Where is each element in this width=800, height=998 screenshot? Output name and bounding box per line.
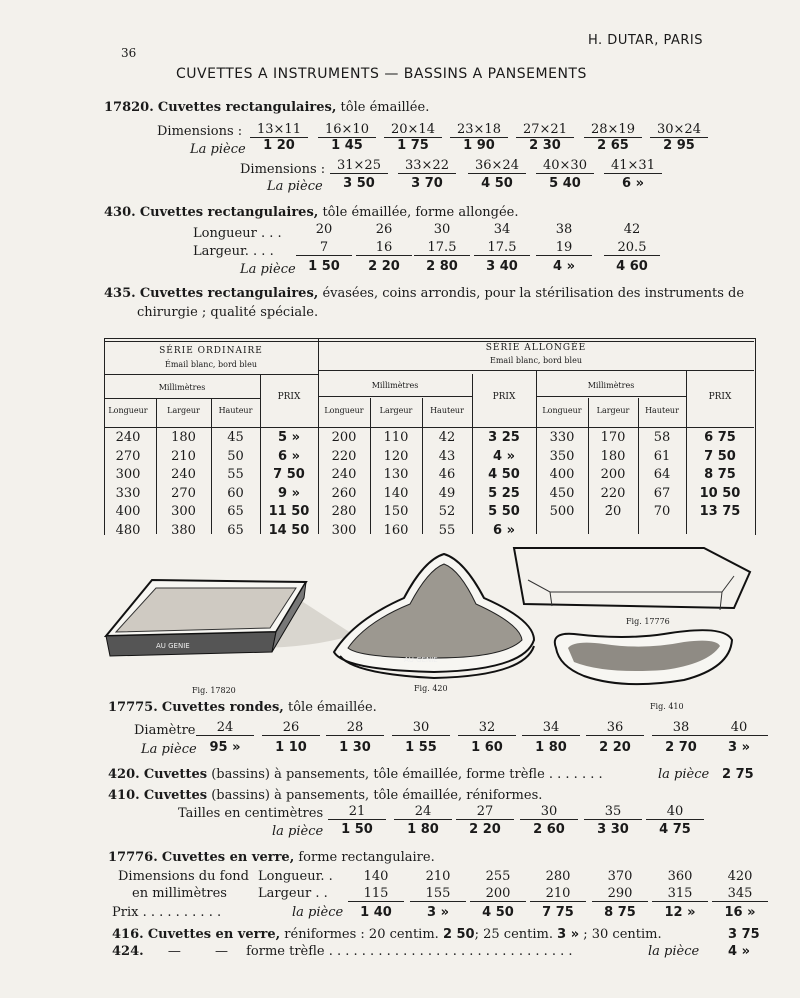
serie-ordinaire-sub: Émail blanc, bord bleu xyxy=(164,360,257,369)
brand-label-1: AU GENIE xyxy=(156,642,190,650)
table-cell: 200 xyxy=(331,430,357,445)
longueur-label: Longueur . . . xyxy=(193,226,282,241)
price-value: 1 55 xyxy=(405,740,437,755)
dimension-value: 30×24 xyxy=(650,122,708,138)
price-value: 1 75 xyxy=(397,138,429,153)
table-cell: 110 xyxy=(383,430,409,445)
column-header-largeur: Largeur xyxy=(167,406,200,415)
piece-label-430: La pièce xyxy=(240,262,296,277)
table-price: 6 » xyxy=(278,448,300,464)
piece-label-424: la pièce xyxy=(648,944,700,959)
longueur-value: 38 xyxy=(555,222,573,237)
diametre-value: 40 xyxy=(710,720,768,736)
table-price: 6 75 xyxy=(704,430,736,445)
table-cell: 380 xyxy=(171,522,196,538)
column-header-largeur: Largeur xyxy=(379,406,413,415)
table-cell: 58 xyxy=(653,430,671,445)
table-price: 4 » xyxy=(493,448,515,464)
table-cell: 43 xyxy=(438,448,456,464)
fig-17820-caption: Fig. 17820 xyxy=(192,686,236,695)
longueur-value: 210 xyxy=(425,869,451,884)
longueur-value: 370 xyxy=(607,869,633,884)
dimensions-label: Dimensions : xyxy=(157,124,243,139)
piece-label-2: La pièce xyxy=(267,179,323,194)
price-416-c: 3 75 xyxy=(728,927,760,942)
diametre-value: 32 xyxy=(458,720,516,736)
longueur-value: 420 xyxy=(727,869,753,884)
table-cell: 61 xyxy=(653,448,671,464)
item-430-heading: 430. Cuvettes rectangulaires, tôle émaillée, forme allongée. xyxy=(104,205,519,220)
price-value: 1 60 xyxy=(471,740,503,755)
table-cell: 170 xyxy=(600,430,626,445)
table-cell: 240 xyxy=(331,467,357,482)
taille-value: 27 xyxy=(456,804,514,820)
largeur-value: 290 xyxy=(592,886,648,902)
price-value: 1 50 xyxy=(341,822,373,837)
diametre-value: 36 xyxy=(586,720,644,736)
diametre-value: 34 xyxy=(522,720,580,736)
brand-label-2: AU GENIE xyxy=(404,656,438,664)
table-cell: 45 xyxy=(227,430,244,445)
price-value: 1 30 xyxy=(339,740,371,755)
longueur-value: 280 xyxy=(545,869,571,884)
dimension-value: 40×30 xyxy=(536,158,594,174)
table-cell: 42 xyxy=(438,430,456,445)
dimension-value: 41×31 xyxy=(604,158,662,174)
table-cell: 220 xyxy=(331,448,357,464)
price-value: 1 40 xyxy=(360,905,392,920)
table-cell: 210 xyxy=(171,448,196,464)
table-price: 7 50 xyxy=(704,448,736,464)
kidney-410-illustration xyxy=(555,630,732,684)
column-header-longueur: Longueur xyxy=(108,406,148,415)
piece-label-410: la pièce xyxy=(272,824,324,839)
price-value: 1 90 xyxy=(463,138,495,153)
tray-17820-illustration xyxy=(106,580,354,656)
table-cell: 52 xyxy=(438,504,456,519)
price-value: 1 10 xyxy=(275,740,307,755)
table-cell: 400 xyxy=(549,467,575,482)
largeur-value: 210 xyxy=(530,886,586,902)
table-cell: 300 xyxy=(115,467,141,482)
table-cell: 64 xyxy=(653,467,671,482)
longueur-value: 30 xyxy=(433,222,451,237)
fig-17776-caption: Fig. 17776 xyxy=(626,617,670,626)
table-price: 8 75 xyxy=(704,467,736,482)
table-cell: 200 xyxy=(600,467,626,482)
table-price: 6 » xyxy=(493,522,515,538)
largeur-value: 20.5 xyxy=(604,240,660,256)
table-cell: 300 xyxy=(171,504,196,519)
table-cell: 180 xyxy=(600,448,626,464)
rule-d xyxy=(318,396,472,397)
prix-label-17776: Prix . . . . . . . . . . xyxy=(112,905,222,920)
serie-allongee-title: SÉRIE ALLONGÉE xyxy=(485,343,587,353)
table-cell: 49 xyxy=(438,485,456,501)
price-420: 2 75 xyxy=(722,767,754,782)
price-value: 95 » xyxy=(209,740,241,755)
dimension-value: 13×11 xyxy=(250,122,308,138)
table-cell: 330 xyxy=(549,430,575,445)
column-header-hauteur: Hauteur xyxy=(645,406,679,415)
item-17820-heading: 17820. Cuvettes rectangulaires, tôle émaillée. xyxy=(104,100,430,115)
table-price: 9 » xyxy=(278,485,300,501)
largeur-value: 155 xyxy=(410,886,466,902)
table-cell: 480 xyxy=(115,522,141,538)
table-price: 5 25 xyxy=(488,485,520,501)
item-435-desc2: chirurgie ; qualité spéciale. xyxy=(137,305,319,320)
dimension-value: 28×19 xyxy=(584,122,642,138)
largeur-value: 315 xyxy=(652,886,708,902)
item-17775-heading: 17775. Cuvettes rondes, tôle émaillée. xyxy=(108,700,377,715)
serie-allongee-sub: Email blanc, bord bleu xyxy=(489,356,582,365)
price-value: 16 » xyxy=(724,905,756,920)
price-value: 2 60 xyxy=(533,822,565,837)
largeur-value: 16 xyxy=(356,240,412,256)
price-value: 2 95 xyxy=(663,138,695,153)
table-cell: 330 xyxy=(115,485,141,501)
price-value: 1 20 xyxy=(263,138,295,153)
item-435-heading: 435. Cuvettes rectangulaires, évasées, coins arrondis, pour la stérilisation des instruments de xyxy=(104,286,745,301)
table-price: 7 50 xyxy=(273,467,305,482)
table-cell: 220 xyxy=(600,485,626,501)
longueur-value: 360 xyxy=(667,869,693,884)
longueur-value: 20 xyxy=(315,222,333,237)
table-cell: 270 xyxy=(115,448,141,464)
price-value: 4 50 xyxy=(481,176,513,191)
table-price: 5 50 xyxy=(488,504,520,519)
largeur-label: Largeur. . . . xyxy=(193,244,274,259)
price-value: 4 60 xyxy=(616,259,648,274)
diametre-value: 38 xyxy=(652,720,710,736)
price-value: 1 50 xyxy=(308,259,340,274)
table-cell: 46 xyxy=(438,467,456,482)
taille-value: 30 xyxy=(520,804,578,820)
table-cell: 70 xyxy=(653,504,671,519)
table-cell: 450 xyxy=(549,485,575,501)
largeur-value: 17.5 xyxy=(414,240,470,256)
table-cell: 240 xyxy=(171,467,196,482)
price-424: 4 » xyxy=(728,944,750,959)
mm-label-3: Millimètres xyxy=(587,381,635,390)
largeur-value: 7 xyxy=(296,240,352,256)
dimension-value: 20×14 xyxy=(384,122,442,138)
largeur-label-17776: Largeur . . xyxy=(258,886,328,901)
item-410-heading: 410. Cuvettes (bassins) à pansements, tôle émaillée, réniformes. xyxy=(108,788,543,803)
serie-ordinaire-title: SÉRIE ORDINAIRE xyxy=(159,346,263,356)
item-416-line: 416. Cuvettes en verre, réniformes : 20 centim. 2 50; 25 centim. 3 » ; 30 centim. xyxy=(112,927,662,942)
longueur-value: 26 xyxy=(375,222,393,237)
dimensions-label-2: Dimensions : xyxy=(240,162,326,177)
table-cell: 300 xyxy=(331,522,357,538)
glass-tray-17776-illustration xyxy=(514,548,750,610)
piece-label-17775: La pièce xyxy=(141,742,197,757)
table-cell: 55 xyxy=(438,522,456,538)
mm-label-2: Millimètres xyxy=(371,381,419,390)
fig-420-caption: Fig. 420 xyxy=(414,684,448,693)
prix-head-2: PRIX xyxy=(492,392,516,402)
table-price: 4 50 xyxy=(488,467,520,482)
dimension-value: 16×10 xyxy=(318,122,376,138)
price-value: 3 70 xyxy=(411,176,443,191)
dimension-value: 27×21 xyxy=(516,122,574,138)
fig-410-caption: Fig. 410 xyxy=(650,702,684,711)
price-value: 3 40 xyxy=(486,259,518,274)
diametre-value: 30 xyxy=(392,720,450,736)
largeur-value: 19 xyxy=(536,240,592,256)
longueur-value: 140 xyxy=(363,869,389,884)
table-cell: 160 xyxy=(383,522,409,538)
table-cell: 130 xyxy=(383,467,409,482)
price-value: 8 75 xyxy=(604,905,636,920)
price-value: 2 20 xyxy=(599,740,631,755)
price-value: 3 30 xyxy=(597,822,629,837)
mm-label-1: Millimètres xyxy=(158,383,206,392)
price-value: 12 » xyxy=(664,905,696,920)
dimension-value: 36×24 xyxy=(468,158,526,174)
longueur-value: 42 xyxy=(623,222,641,237)
price-value: 7 75 xyxy=(542,905,574,920)
price-value: 3 » xyxy=(728,740,750,755)
price-value: 3 50 xyxy=(343,176,375,191)
dim-fond-label: Dimensions du fond xyxy=(118,869,249,884)
dimension-value: 33×22 xyxy=(398,158,456,174)
table-cell: 55 xyxy=(227,467,244,482)
table-cell: 350 xyxy=(549,448,575,464)
table-cell: 240 xyxy=(115,430,141,445)
rule-c xyxy=(104,398,260,399)
price-value: 4 75 xyxy=(659,822,691,837)
price-value: 2 80 xyxy=(426,259,458,274)
dimension-value: 31×25 xyxy=(330,158,388,174)
prix-head-1: PRIX xyxy=(277,392,301,402)
page-number: 36 xyxy=(121,46,137,60)
table-price: 11 50 xyxy=(268,504,310,519)
table-cell: 65 xyxy=(227,504,244,519)
largeur-value: 115 xyxy=(348,886,404,902)
price-value: 2 65 xyxy=(597,138,629,153)
diametre-value: 24 xyxy=(196,720,254,736)
table-cell: 2̄0 xyxy=(604,504,622,519)
price-value: 1 80 xyxy=(535,740,567,755)
price-value: 4 » xyxy=(553,259,575,274)
table-cell: 500 xyxy=(549,504,575,519)
table-cell: 260 xyxy=(331,485,357,501)
piece-label: La pièce xyxy=(190,142,246,157)
price-value: 2 70 xyxy=(665,740,697,755)
piece-label-17776: la pièce xyxy=(292,905,344,920)
table-price: 14 50 xyxy=(268,522,310,538)
table-cell: 120 xyxy=(383,448,409,464)
table-price: 3 25 xyxy=(488,430,520,445)
table-cell: 280 xyxy=(331,504,357,519)
table-cell: 400 xyxy=(115,504,141,519)
taille-value: 24 xyxy=(394,804,452,820)
page-title: CUVETTES A INSTRUMENTS — BASSINS A PANSEMENTS xyxy=(176,66,587,82)
table-price: 5 » xyxy=(278,430,300,445)
column-header-longueur: Longueur xyxy=(542,406,582,415)
dimension-value: 23×18 xyxy=(450,122,508,138)
table-cell: 67 xyxy=(653,485,671,501)
largeur-value: 17.5 xyxy=(474,240,530,256)
price-value: 6 » xyxy=(622,176,644,191)
item-17776-heading: 17776. Cuvettes en verre, forme rectangulaire. xyxy=(108,850,435,865)
longueur-value: 34 xyxy=(493,222,511,237)
column-header-hauteur: Hauteur xyxy=(430,406,464,415)
rule-a xyxy=(104,374,318,375)
price-value: 2 30 xyxy=(529,138,561,153)
table-cell: 270 xyxy=(171,485,196,501)
table-price: 13 75 xyxy=(699,504,741,519)
column-header-hauteur: Hauteur xyxy=(218,406,253,415)
price-value: 4 50 xyxy=(482,905,514,920)
trefoil-420-illustration xyxy=(334,554,534,678)
largeur-value: 200 xyxy=(470,886,526,902)
column-header-longueur: Longueur xyxy=(324,406,364,415)
table-cell: 65 xyxy=(227,522,244,538)
largeur-value: 345 xyxy=(712,886,768,902)
rule-f xyxy=(104,427,754,428)
price-value: 2 20 xyxy=(368,259,400,274)
en-mm-label: en millimètres xyxy=(132,886,227,901)
longueur-value: 255 xyxy=(485,869,511,884)
item-424-line: 424. — — forme trèfle . . . . . . . . . . . . . . . . . . . . . . . . . . . . . . xyxy=(112,944,573,959)
table-top-rule xyxy=(104,341,754,342)
taille-value: 35 xyxy=(584,804,642,820)
taille-value: 21 xyxy=(328,804,386,820)
table-cell: 180 xyxy=(171,430,196,445)
price-value: 1 80 xyxy=(407,822,439,837)
longueur-label-17776: Longueur. . xyxy=(258,869,333,884)
diametre-value: 28 xyxy=(326,720,384,736)
publisher: H. DUTAR, PARIS xyxy=(588,33,703,48)
tailles-label: Tailles en centimètres xyxy=(178,806,324,821)
prix-head-3: PRIX xyxy=(708,392,732,402)
table-cell: 60 xyxy=(227,485,244,501)
price-value: 5 40 xyxy=(549,176,581,191)
piece-label-420: la pièce xyxy=(658,767,710,782)
price-value: 3 » xyxy=(427,905,449,920)
table-cell: 50 xyxy=(227,448,244,464)
table-cell: 150 xyxy=(383,504,409,519)
table-price: 10 50 xyxy=(699,485,741,501)
item-420-line: 420. Cuvettes (bassins) à pansements, tôle émaillée, forme trèfle . . . . . . . xyxy=(108,767,603,782)
price-value: 1 45 xyxy=(331,138,363,153)
rule-e xyxy=(536,396,686,397)
taille-value: 40 xyxy=(646,804,704,820)
column-header-largeur: Largeur xyxy=(596,406,630,415)
table-cell: 140 xyxy=(383,485,409,501)
diametre-value: 26 xyxy=(262,720,320,736)
diametre-label: Diamètre xyxy=(134,723,196,738)
price-value: 2 20 xyxy=(469,822,501,837)
